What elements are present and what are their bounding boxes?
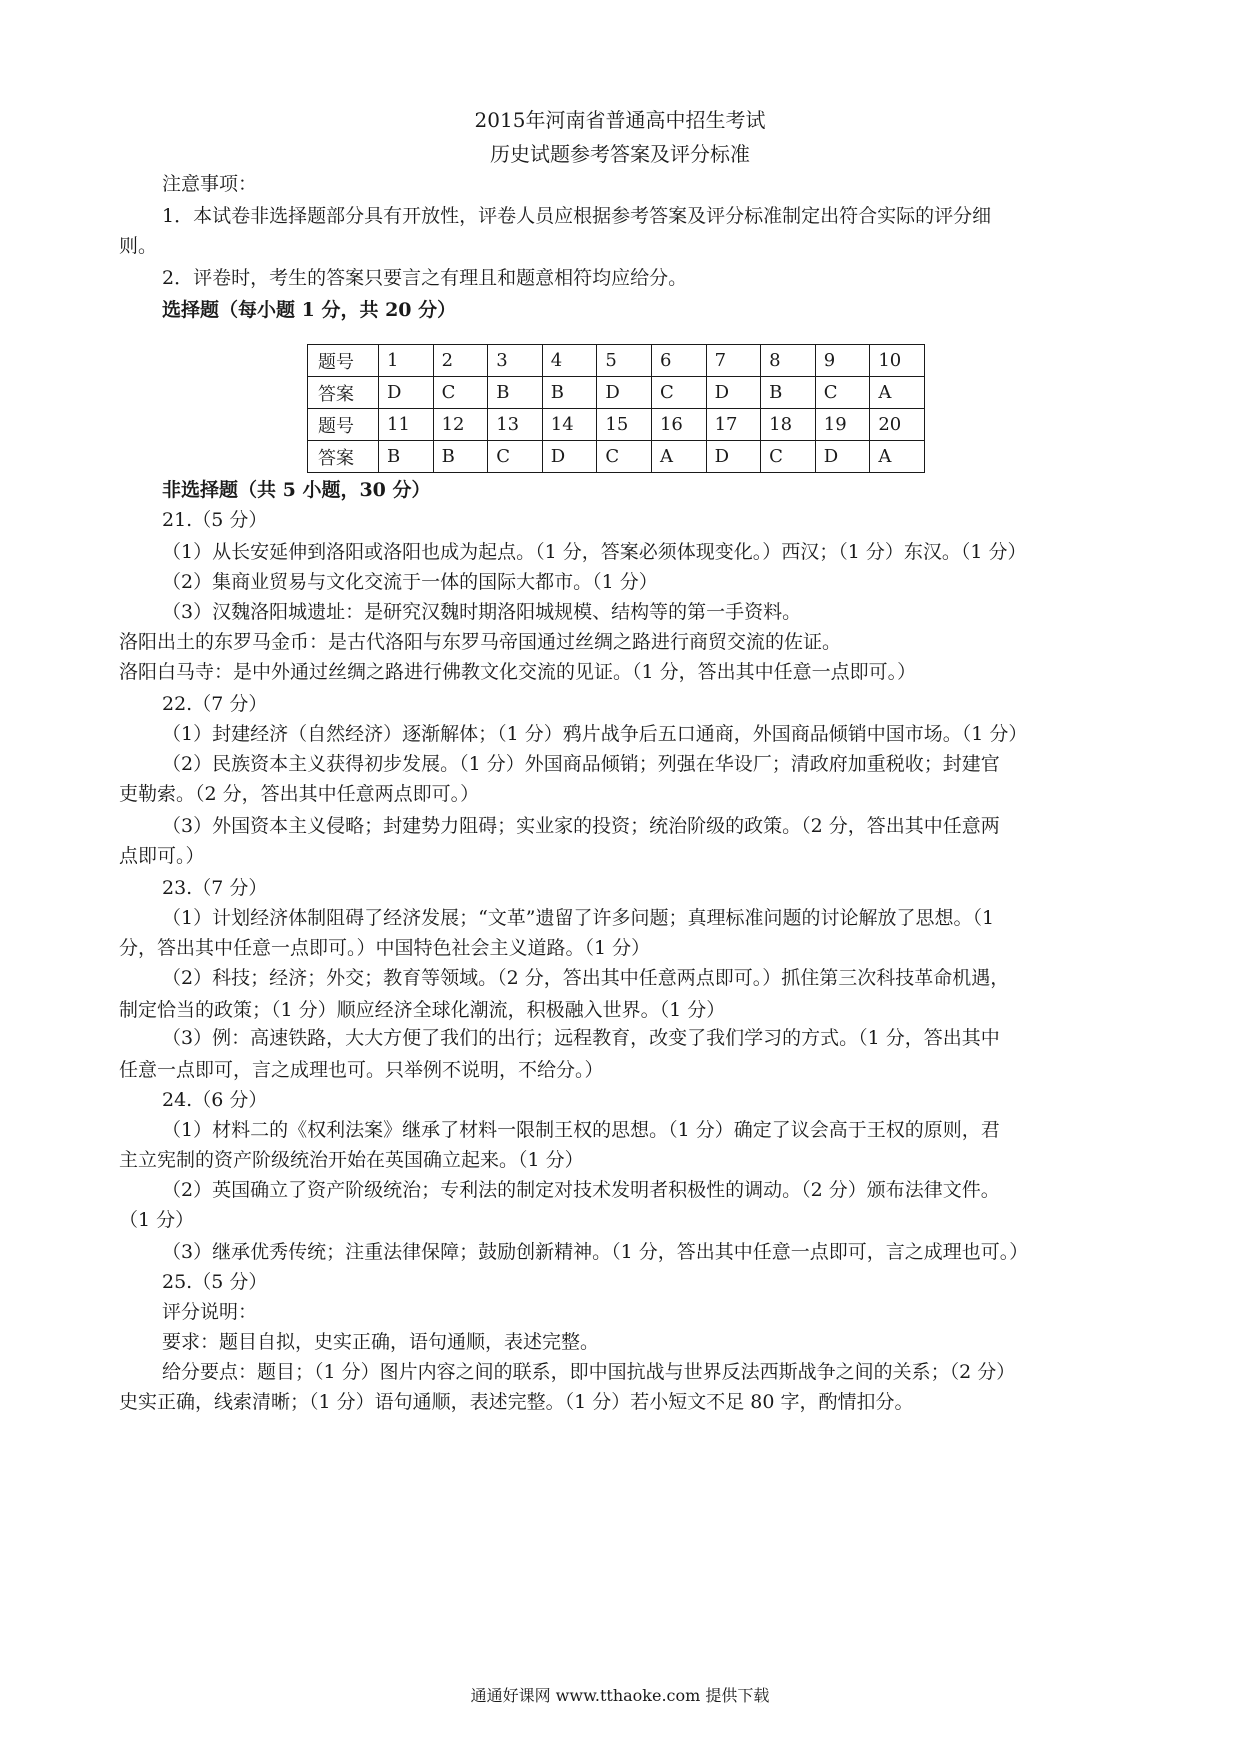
table-cell: B xyxy=(488,377,543,409)
table-cell: D xyxy=(706,377,761,409)
answer-table-row xyxy=(308,409,925,441)
answer-line: （3）外国资本主义侵略；封建势力阻碍；实业家的投资；统治阶级的政策。（2 分，答出其中任意两 xyxy=(162,815,1000,837)
footer-credit: 通通好课网 www.tthaoke.com 提供下载 xyxy=(470,1686,770,1705)
answer-line: 要求：题目自拟，史实正确，语句通顺，表述完整。 xyxy=(162,1331,600,1353)
table-cell: C xyxy=(433,377,488,409)
answer-line: 制定恰当的政策；（1 分）顺应经济全球化潮流，积极融入世界。（1 分） xyxy=(119,999,726,1021)
note-item-1: 1．本试卷非选择题部分具有开放性，评卷人员应根据参考答案及评分标准制定出符合实际的评分细 xyxy=(162,205,992,227)
answer-table xyxy=(307,344,925,473)
answer-line: 吏勒索。（2 分，答出其中任意两点即可。） xyxy=(119,783,480,805)
table-cell: 17 xyxy=(706,409,761,441)
answer-line: （3）例：高速铁路，大大方便了我们的出行；远程教育，改变了我们学习的方式。（1 分，答出其中 xyxy=(162,1027,1000,1049)
note-item-2: 2．评卷时，考生的答案只要言之有理且和题意相符均应给分。 xyxy=(162,267,688,289)
table-cell: 12 xyxy=(433,409,488,441)
table-cell: B xyxy=(433,441,488,473)
answer-table-row xyxy=(308,345,925,377)
answer-line: （3）继承优秀传统；注重法律保障；鼓励创新精神。（1 分，答出其中任意一点即可，言之成理也可。） xyxy=(162,1241,1029,1263)
exam-subtitle: 历史试题参考答案及评分标准 xyxy=(490,142,750,166)
answer-table-row xyxy=(308,441,925,473)
mc-section-heading: 选择题（每小题 1 分，共 20 分） xyxy=(162,299,457,321)
table-cell: 2 xyxy=(433,345,488,377)
answer-line: 评分说明： xyxy=(162,1301,258,1323)
answer-line: 点即可。） xyxy=(119,845,205,867)
note-item-1-cont: 则。 xyxy=(119,235,158,257)
table-cell: 6 xyxy=(651,345,706,377)
table-cell: C xyxy=(488,441,543,473)
table-cell: 18 xyxy=(761,409,816,441)
answer-line: 给分要点：题目；（1 分）图片内容之间的联系，即中国抗战与世界反法西斯战争之间的关系；（2 分） xyxy=(162,1361,1016,1383)
row-label: 题号 xyxy=(308,345,379,377)
answer-table-row xyxy=(308,377,925,409)
table-cell: A xyxy=(870,441,925,473)
table-cell: D xyxy=(706,441,761,473)
answer-line: （2）民族资本主义获得初步发展。（1 分）外国商品倾销；列强在华设厂；清政府加重税收；封建官 xyxy=(162,753,1000,775)
answer-line: （1 分） xyxy=(119,1209,195,1231)
answer-line: （1）从长安延伸到洛阳或洛阳也成为起点。（1 分，答案必须体现变化。）西汉；（1 分）东汉。（1 分） xyxy=(162,541,1027,563)
table-cell: D xyxy=(815,441,870,473)
table-cell: 19 xyxy=(815,409,870,441)
table-cell: 5 xyxy=(597,345,652,377)
table-cell: 14 xyxy=(542,409,597,441)
row-label: 答案 xyxy=(308,377,379,409)
answer-line: （3）汉魏洛阳城遗址：是研究汉魏时期洛阳城规模、结构等的第一手资料。 xyxy=(162,601,802,623)
answer-line: 史实正确，线索清晰；（1 分）语句通顺，表述完整。（1 分）若小短文不足 80 字，酌情扣分。 xyxy=(119,1391,914,1413)
table-cell: 16 xyxy=(651,409,706,441)
table-cell: A xyxy=(651,441,706,473)
answer-line: （2）英国确立了资产阶级统治；专利法的制定对技术发明者积极性的调动。（2 分）颁布法律文件。 xyxy=(162,1179,1000,1201)
answer-line: （2）科技；经济；外交；教育等领域。（2 分，答出其中任意两点即可。）抓住第三次科技革命机遇， xyxy=(162,967,1010,989)
answer-line: 洛阳出土的东罗马金币：是古代洛阳与东罗马帝国通过丝绸之路进行商贸交流的佐证。 xyxy=(119,631,842,653)
table-cell: 4 xyxy=(542,345,597,377)
answer-line: 洛阳白马寺：是中外通过丝绸之路进行佛教文化交流的见证。（1 分，答出其中任意一点即可。） xyxy=(119,661,917,683)
table-cell: B xyxy=(761,377,816,409)
table-cell: 8 xyxy=(761,345,816,377)
table-cell: 11 xyxy=(379,409,434,441)
answer-line: （1）材料二的《权利法案》继承了材料一限制王权的思想。（1 分）确定了议会高于王权的原则，君 xyxy=(162,1119,1000,1141)
table-cell: B xyxy=(542,377,597,409)
table-cell: 7 xyxy=(706,345,761,377)
answer-line: （1）计划经济体制阻碍了经济发展；“文革”遗留了许多问题；真理标准问题的讨论解放了思想。（1 xyxy=(162,907,995,929)
table-cell: 3 xyxy=(488,345,543,377)
table-cell: 13 xyxy=(488,409,543,441)
answer-line: 24.（6 分） xyxy=(162,1089,268,1111)
row-label: 题号 xyxy=(308,409,379,441)
answer-line: 22.（7 分） xyxy=(162,693,268,715)
table-cell: C xyxy=(761,441,816,473)
table-cell: 1 xyxy=(379,345,434,377)
nonmc-section-heading: 非选择题（共 5 小题，30 分） xyxy=(162,479,431,501)
table-cell: C xyxy=(651,377,706,409)
table-cell: 9 xyxy=(815,345,870,377)
answer-line: （2）集商业贸易与文化交流于一体的国际大都市。（1 分） xyxy=(162,571,658,593)
exam-title: 2015年河南省普通高中招生考试 xyxy=(474,108,766,132)
answer-line: 分，答出其中任意一点即可。）中国特色社会主义道路。（1 分） xyxy=(119,937,651,959)
table-cell: 20 xyxy=(870,409,925,441)
answer-line: 25.（5 分） xyxy=(162,1271,268,1293)
answer-line: 21.（5 分） xyxy=(162,509,268,531)
answer-line: 主立宪制的资产阶级统治开始在英国确立起来。（1 分） xyxy=(119,1149,584,1171)
table-cell: 10 xyxy=(870,345,925,377)
table-cell: C xyxy=(815,377,870,409)
table-cell: B xyxy=(379,441,434,473)
row-label: 答案 xyxy=(308,441,379,473)
answer-line: 任意一点即可，言之成理也可。只举例不说明，不给分。） xyxy=(119,1059,604,1081)
answer-line: 23.（7 分） xyxy=(162,877,268,899)
table-cell: D xyxy=(542,441,597,473)
table-cell: D xyxy=(597,377,652,409)
table-cell: 15 xyxy=(597,409,652,441)
answer-line: （1）封建经济（自然经济）逐渐解体；（1 分）鸦片战争后五口通商，外国商品倾销中国市场。（1 分） xyxy=(162,723,1028,745)
table-cell: D xyxy=(379,377,434,409)
table-cell: C xyxy=(597,441,652,473)
notes-heading: 注意事项： xyxy=(162,173,258,195)
table-cell: A xyxy=(870,377,925,409)
